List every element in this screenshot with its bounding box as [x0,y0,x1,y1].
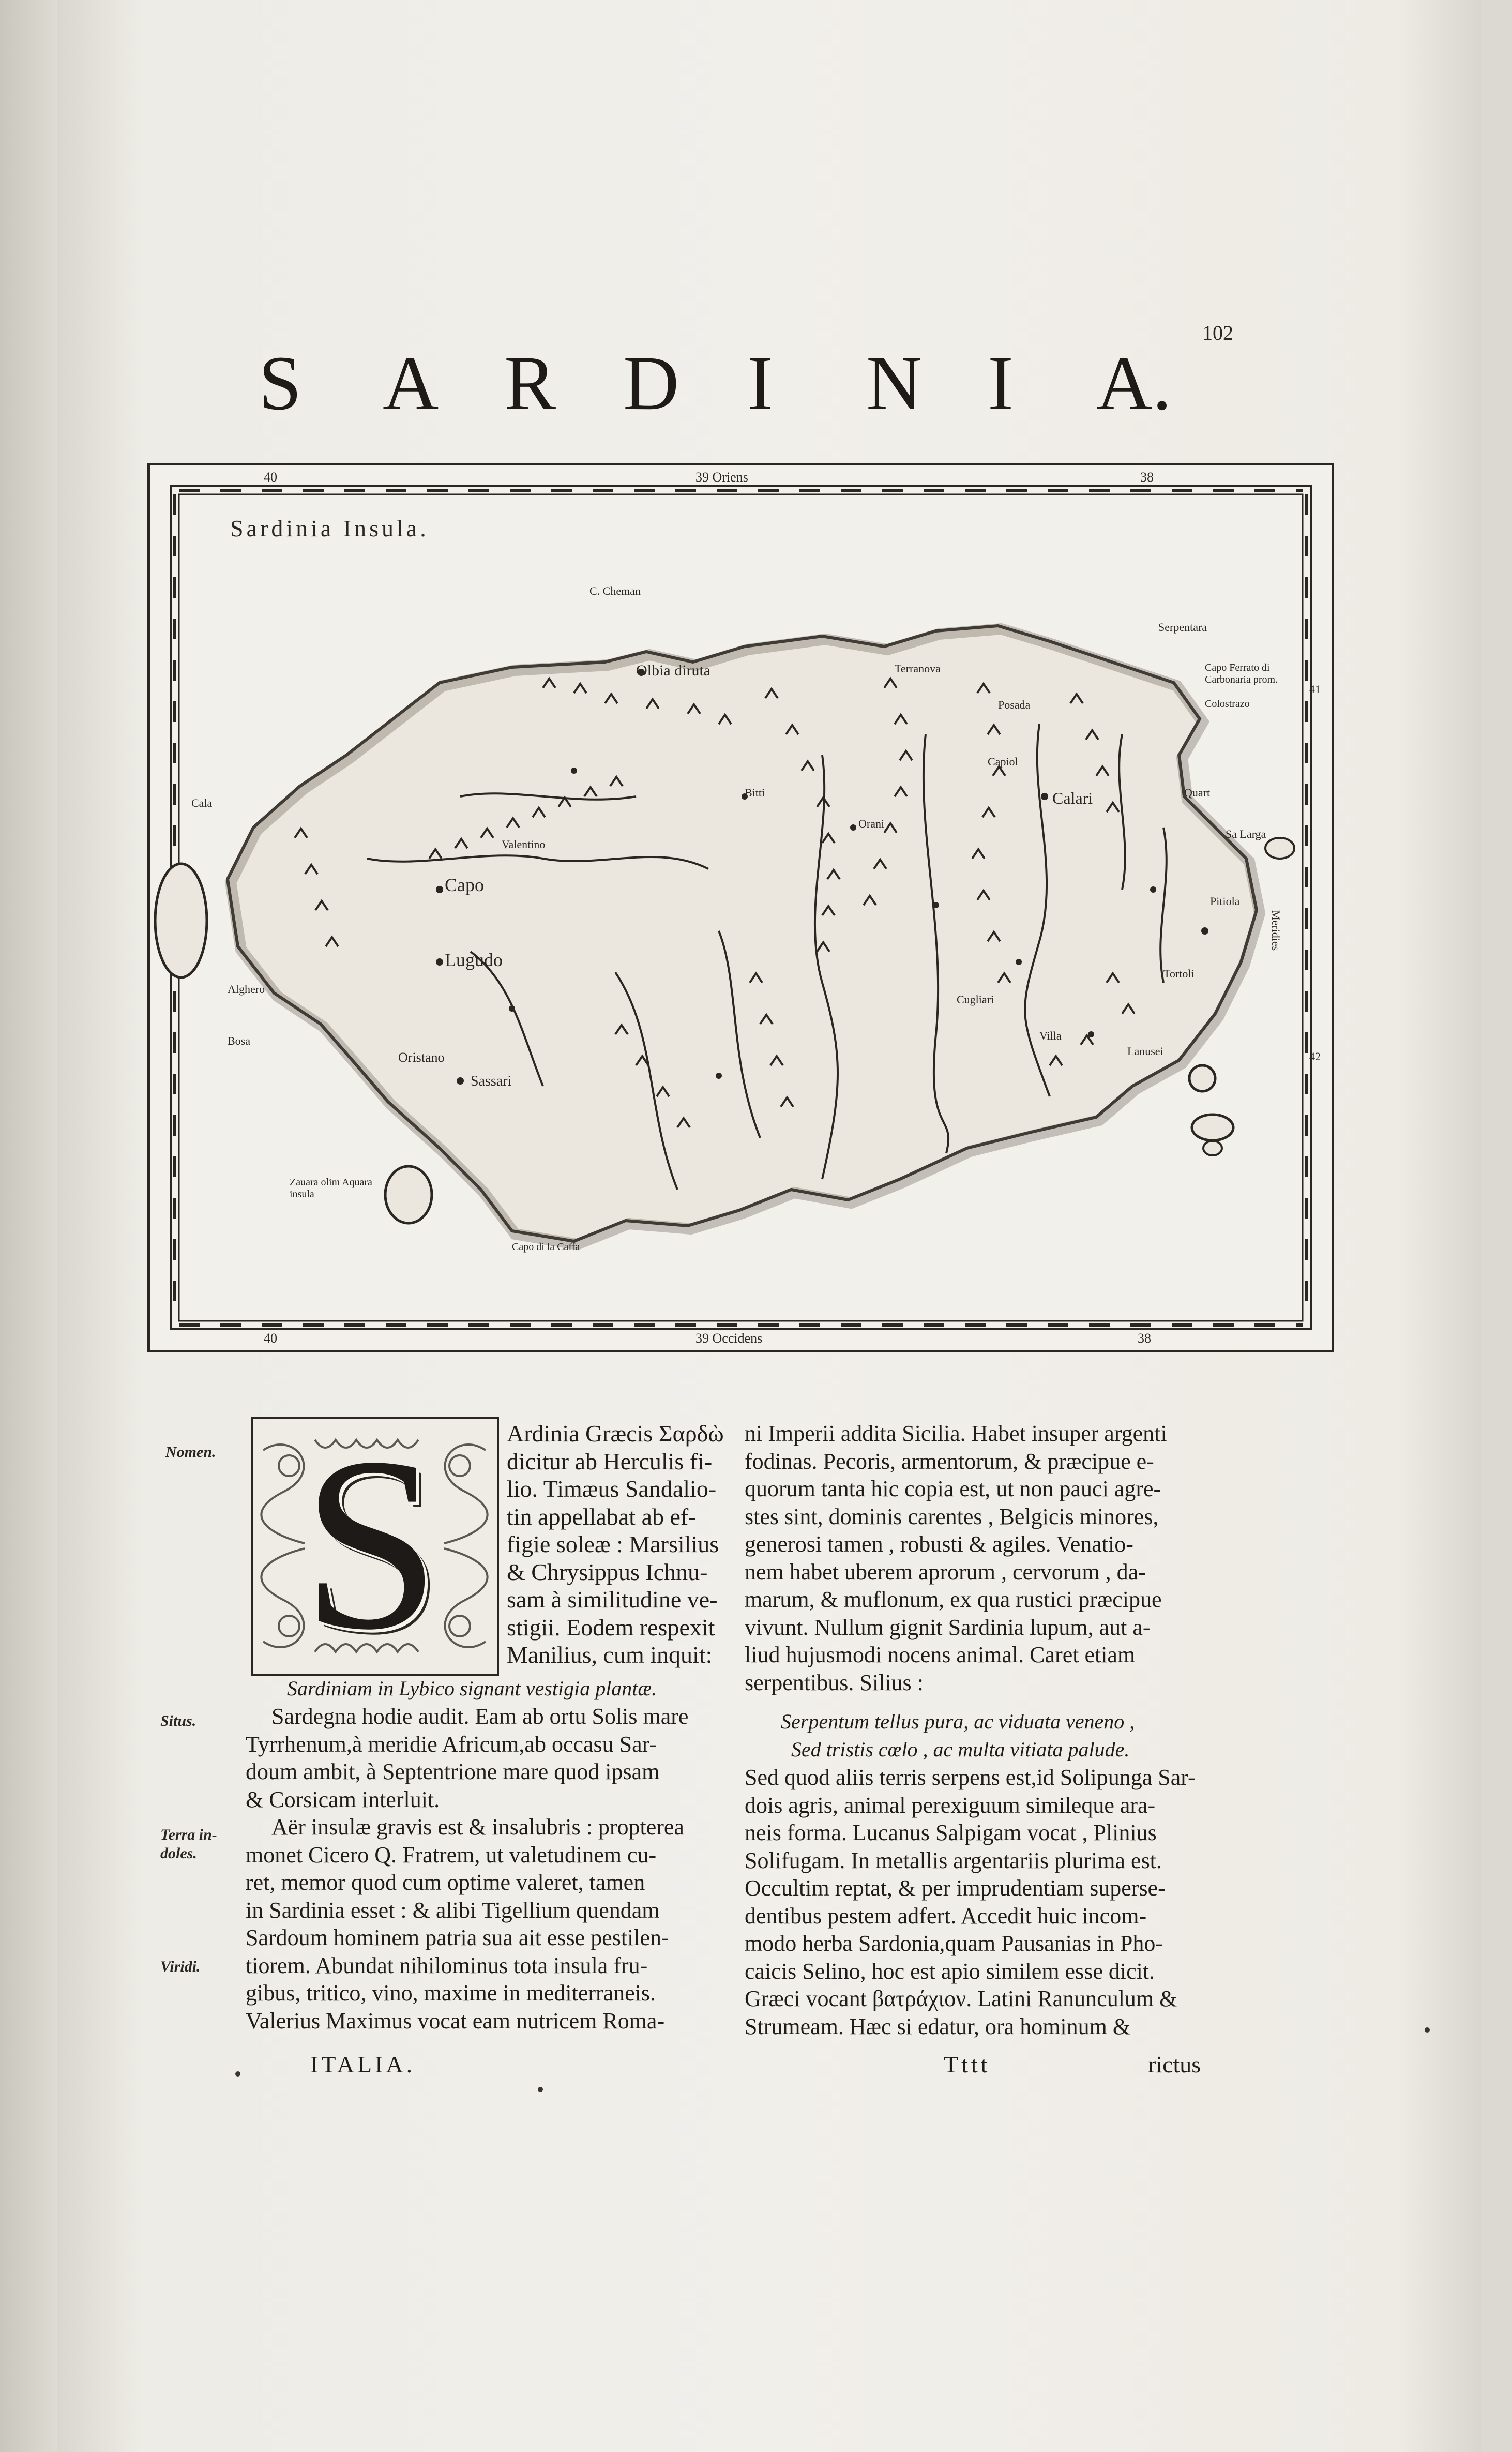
text-line: ret, memor quod cum optime valeret, tamen [246,1870,645,1895]
text-line: figie soleæ : Marsilius [507,1531,719,1557]
margin-note-situs: Situs. [160,1712,196,1729]
top-axis-left: 40 [264,470,277,485]
place-label: Capiol [988,755,1018,768]
place-label: Villa [1039,1029,1062,1042]
islet [1192,1115,1233,1140]
place-label: Valentino [502,838,546,851]
place-label: Bosa [228,1034,250,1047]
quote-line: Sed tristis cœlo , ac multa vitiata palude. [791,1737,1130,1761]
text-line: dentibus pestem adfert. Accedit huic incom- [745,1903,1147,1929]
bottom-axis-left: 40 [264,1331,277,1346]
text-line: quorum tanta hic copia est, ut non pauci agre- [745,1476,1161,1501]
place-label: Pitiola [1210,895,1240,908]
text-line: fodinas. Pecoris, armentorum, & præcipue e- [745,1448,1154,1474]
islet [385,1166,432,1223]
right-column-body [745,1764,1196,2040]
text-line: lio. Timæus Sandalio- [507,1476,717,1502]
top-axis-center: 39 Oriens [695,470,748,485]
place-label: Sassari [471,1073,512,1089]
text-line: Strumeam. Hæc si edatur, ora hominum & [745,2013,1131,2039]
place-label: Quart [1184,786,1211,799]
text-line: in Sardinia esset : & alibi Tigellium quendam [246,1897,660,1923]
place-label: Terranova [895,662,941,675]
right-axis-top: 41 [1309,683,1321,696]
place-label: Lanusei [1127,1045,1163,1058]
place-label: Capo [445,875,484,895]
left-quote: Sardiniam in Lybico signant vestigia plantæ. [287,1677,657,1700]
top-axis-right: 38 [1140,470,1154,485]
title-letter: R [504,340,556,426]
margin-note-nomen: Nomen. [165,1443,216,1461]
text-line: Tyrrhenum,à meridie Africum,ab occasu Sar- [246,1731,657,1757]
dropcap-letter: S [302,1406,440,1681]
islet [1203,1141,1222,1155]
title-letter: N [866,340,923,426]
text-line: gibus, tritico, vino, maxime in mediterraneis. [246,1980,656,2006]
margin-note-terra: Terra in- doles. [160,1826,217,1862]
text-line: vivunt. Nullum gignit Sardinia lupum, aut a- [745,1614,1151,1640]
bottom-axis-center: 39 Occidens [695,1331,763,1346]
place-label: Sa Larga [1226,828,1266,840]
title-letter: A [383,340,439,426]
title-letter: A. [1096,340,1172,426]
place-label: Cala [191,796,213,809]
right-axis-center: Meridies [1269,910,1282,951]
place-label: Tortoli [1163,967,1195,980]
text-line: monet Cicero Q. Fratrem, ut valetudinem cu- [246,1842,657,1868]
ink-spot [1425,2027,1430,2033]
place-label: Capo Ferrato di Carbonaria prom. [1205,662,1278,685]
right-quote [781,1708,1135,1763]
title-letter: S [259,340,302,426]
footer-right: rictus [1148,2051,1201,2078]
page-right-edge [1481,0,1512,2452]
text-line: doum ambit, à Septentrione mare quod ipsam [246,1759,660,1784]
place-label: C. Cheman [589,584,641,597]
island-shape [228,626,1260,1244]
ink-spot [235,2071,240,2077]
text-line: dicitur ab Herculis fi- [507,1448,713,1475]
place-label: Bitti [745,786,765,799]
islet [1189,1065,1215,1091]
text-line: Aër insulæ gravis est & insalubris : propterea [271,1814,684,1840]
left-column-intro [507,1420,724,1669]
place-label: Orani [858,817,885,830]
text-line: & Chrysippus Ichnu- [507,1558,708,1585]
text-line: caicis Selino, hoc est apio similem esse dicit. [745,1958,1155,1984]
text-line: stigii. Eodem respexit [507,1614,715,1641]
right-axis-bottom: 42 [1309,1050,1321,1063]
quote-line: Serpentum tellus pura, ac viduata veneno , [781,1710,1135,1733]
place-label: Olbia diruta [636,662,711,679]
text-line: neis forma. Lucanus Salpigam vocat , Plinius [745,1820,1157,1845]
text-line: generosi tamen , robusti & agiles. Venatio- [745,1531,1133,1557]
page-title [259,339,1241,432]
title-letter: D [623,340,679,426]
text-line: dois agris, animal perexiguum simileque ara- [745,1792,1156,1818]
text-line: marum, & muflonum, ex qua rustici præcipue [745,1587,1162,1612]
bottom-axis-right: 38 [1138,1331,1151,1346]
text-line: Sardoum hominem patria sua ait esse pestilen- [246,1925,669,1950]
place-label: Serpentara [1158,621,1207,634]
text-line: serpentibus. Silius : [745,1669,924,1695]
text-line: Valerius Maximus vocat eam nutricem Roma- [246,2008,665,2034]
footer-left: ITALIA. [310,2051,416,2078]
text-line: & Corsicam interluit. [246,1786,440,1812]
place-label: Colostrazo [1205,698,1250,710]
text-line: sam à similitudine ve- [507,1586,718,1613]
page-left-edge [0,0,57,2452]
text-line: Solifugam. In metallis argentariis plurima est. [745,1847,1162,1873]
text-line: Græci vocant βατράχιον. Latini Ranunculum & [745,1986,1177,2011]
map-cartouche: Sardinia Insula. [230,515,429,541]
islet [1265,838,1294,859]
ink-spot [538,2087,543,2092]
left-column-body [246,1703,688,2035]
text-line: Ardinia Græcis Σαρδὼ [507,1420,724,1447]
title-letter: I [747,340,773,426]
text-line: Occultim reptat, & per imprudentiam superse- [745,1875,1166,1901]
text-line: tin appellabat ab ef- [507,1503,697,1530]
text-line: tiorem. Abundat nihilominus tota insula fru- [246,1952,648,1978]
map-graphic [150,465,1332,1350]
text-line: liud hujusmodi nocens animal. Caret etiam [745,1642,1136,1667]
text-line: Sardegna hodie audit. Eam ab ortu Solis mare [271,1704,689,1729]
place-label: Lugudo [445,950,503,970]
place-label: Zauara olim Aquara insula [290,1177,372,1200]
place-label: Alghero [228,983,265,996]
place-label: Posada [998,698,1031,711]
text-line: nem habet uberem aprorum , cervorum , da- [745,1559,1146,1585]
right-column-intro [745,1420,1167,1696]
text-line: Sed quod aliis terris serpens est,id Solipunga Sar- [745,1765,1196,1790]
corsica-fragment [155,864,207,977]
place-label: Oristano [398,1050,445,1065]
place-label: Capo di la Caffa [512,1241,580,1253]
place-label: Cugliari [957,993,994,1006]
text-line: stes sint, dominis carentes , Belgicis minores, [745,1503,1159,1529]
decorated-initial [251,1406,499,1681]
text-line: ni Imperii addita Sicilia. Habet insuper argenti [745,1421,1167,1446]
map-frame [147,463,1334,1352]
place-label: Calari [1052,789,1093,807]
title-letter: I [988,340,1014,426]
text-line: Manilius, cum inquit: [507,1642,713,1668]
margin-note-viridi: Viridi. [160,1958,201,1975]
footer-center: Tttt [944,2051,991,2078]
text-line: modo herba Sardonia,quam Pausanias in Pho- [745,1931,1163,1956]
page-number: 102 [1202,321,1233,344]
